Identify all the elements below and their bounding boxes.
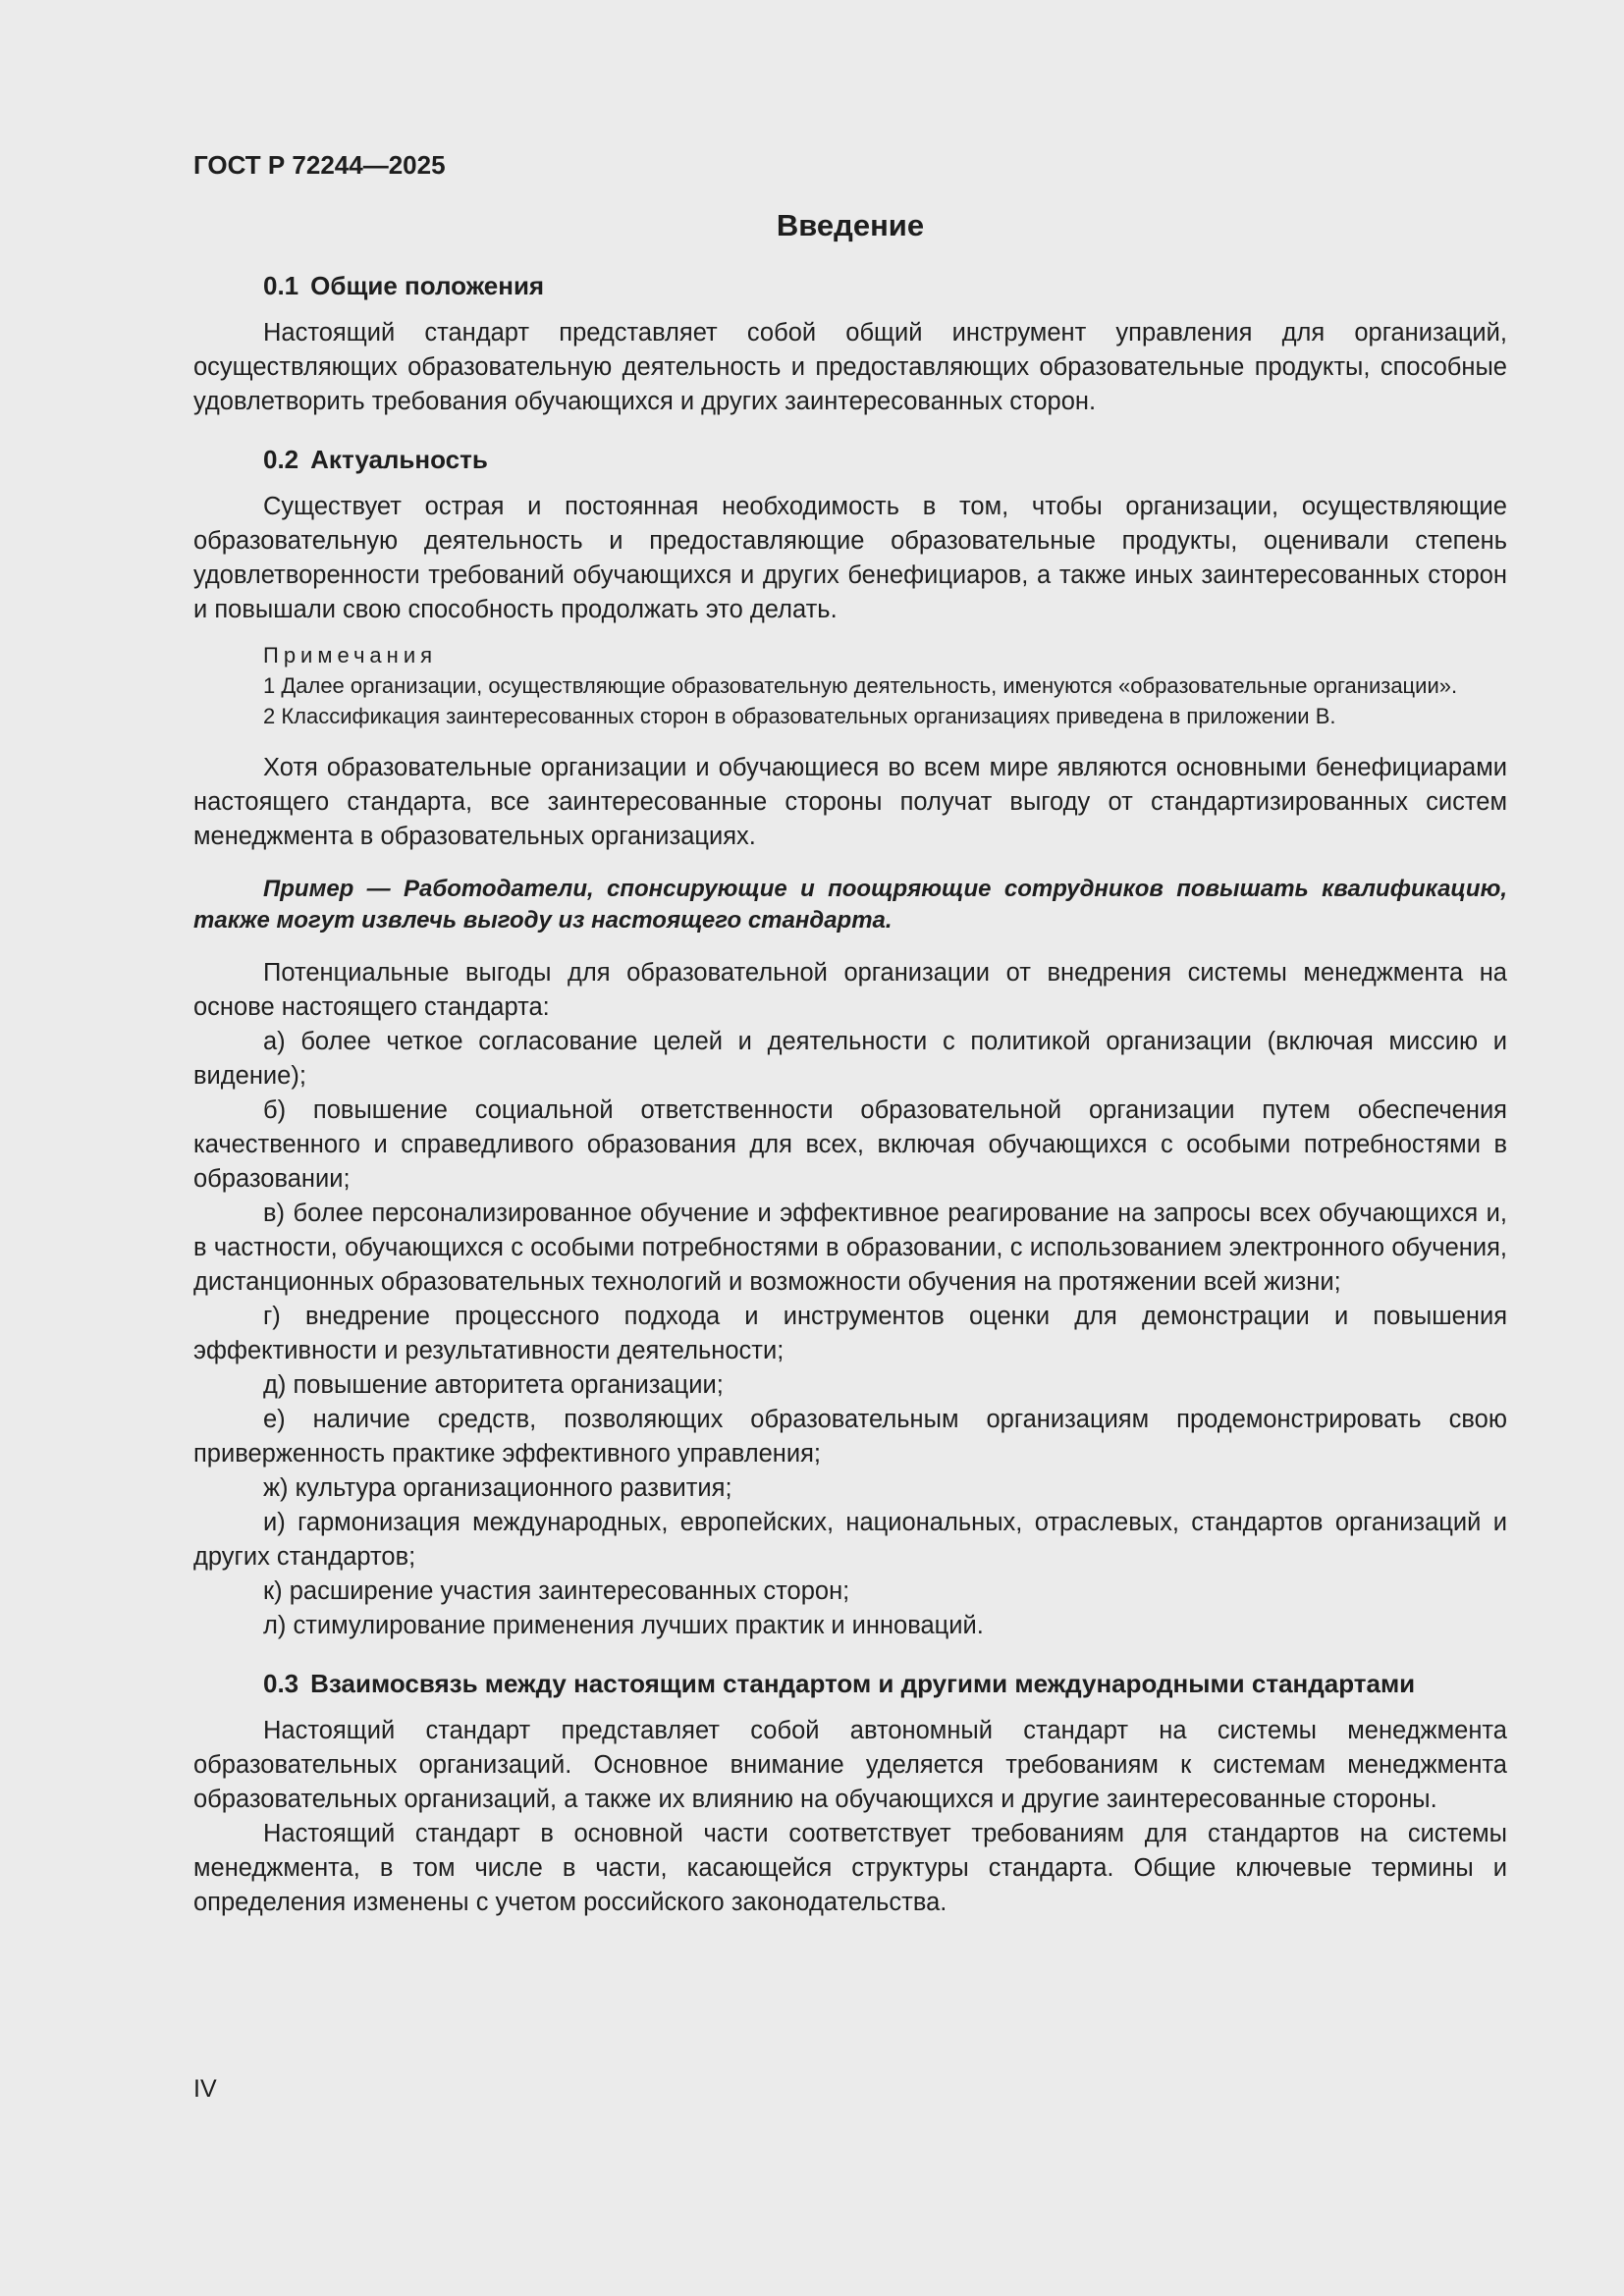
list-item: и) гармонизация международных, европейских, национальных, отраслевых, стандартов организаций и других стандартов; <box>193 1509 1507 1571</box>
list-item: ж) культура организационного развития; <box>263 1474 732 1502</box>
note-2: 2 Классификация заинтересованных сторон в образовательных организациях приведена в приложении В. <box>263 704 1336 728</box>
example-text: Пример — Работодатели, спонсирующие и поощряющие сотрудников повышать квалификацию, также могут извлечь выгоду из настоящего стандарта. <box>193 876 1507 934</box>
benefits-list <box>193 1025 1507 1643</box>
paragraph: Настоящий стандарт представляет собой общий инструмент управления для организаций, осуществляющих образовательную деятельность и предоставляющих образовательные продукты, способные удовлетворить требования обучающихся и других заинтересованных сторон. <box>193 319 1507 415</box>
heading-number: 0.2 <box>263 445 299 474</box>
list-item: а) более четкое согласование целей и деятельности с политикой организации (включая миссию и видение); <box>193 1028 1507 1090</box>
section-title: Введение <box>776 208 925 242</box>
paragraph: Потенциальные выгоды для образовательной организации от внедрения системы менеджмента на основе настоящего стандарта: <box>193 959 1507 1021</box>
paragraph: Хотя образовательные организации и обучающиеся во всем мире являются основными бенефициарами настоящего стандарта, все заинтересованные стороны получат выгоду от стандартизированных систем менеджмента в образовательных организациях. <box>193 754 1507 850</box>
list-item: к) расширение участия заинтересованных сторон; <box>263 1577 850 1605</box>
heading-text: Актуальность <box>310 445 488 474</box>
heading-0-3 <box>193 1667 1507 1700</box>
list-item: л) стимулирование применения лучших практик и инноваций. <box>263 1612 984 1639</box>
heading-number: 0.1 <box>263 271 299 300</box>
paragraph: Существует острая и постоянная необходимость в том, чтобы организации, осуществляющие образовательную деятельность и предоставляющие образовательные продукты, оценивали степень удовлетворенности требований обучающихся и других бенефициаров, а также иных заинтересованных сторон и повышали свою способность продолжать это делать. <box>193 493 1507 623</box>
heading-0-1 <box>193 269 1507 302</box>
list-item: б) повышение социальной ответственности образовательной организации путем обеспечения качественного и справедливого образования для всех, включая обучающихся с особыми потребностями в образовании; <box>193 1096 1507 1193</box>
heading-text: Взаимосвязь между настоящим стандартом и другими международными стандартами <box>310 1669 1416 1698</box>
list-item: в) более персонализированное обучение и эффективное реагирование на запросы всех обучающихся и, в частности, обучающихся с особыми потребностями в образовании, с использованием электронного обучения, дистанционных образовательных технологий и возможности обучения на протяжении всей жизни; <box>193 1200 1507 1296</box>
notes-heading: Примечания <box>263 643 438 667</box>
list-item: г) внедрение процессного подхода и инструментов оценки для демонстрации и повышения эффективности и результативности деятельности; <box>193 1303 1507 1364</box>
document-identifier: ГОСТ Р 72244—2025 <box>193 150 446 180</box>
page-content <box>193 137 1507 1920</box>
heading-0-2 <box>193 443 1507 476</box>
paragraph: Настоящий стандарт представляет собой автономный стандарт на системы менеджмента образовательных организаций. Основное внимание уделяется требованиям к системам менеджмента образовательных организаций, а также их влиянию на обучающихся и другие заинтересованные стороны. <box>193 1717 1507 1813</box>
list-item: е) наличие средств, позволяющих образовательным организациям продемонстрировать свою приверженность практике эффективного управления; <box>193 1406 1507 1468</box>
heading-text: Общие положения <box>310 271 545 300</box>
list-item: д) повышение авторитета организации; <box>263 1371 724 1399</box>
heading-number: 0.3 <box>263 1669 299 1698</box>
paragraph: Настоящий стандарт в основной части соответствует требованиям для стандартов на системы менеджмента, в том числе в части, касающейся структуры стандарта. Общие ключевые термины и определения изменены с учетом российского законодательства. <box>193 1820 1507 1916</box>
page-number: IV <box>193 2075 217 2103</box>
note-1: 1 Далее организации, осуществляющие образовательную деятельность, именуются «образовательные организации». <box>263 673 1458 698</box>
